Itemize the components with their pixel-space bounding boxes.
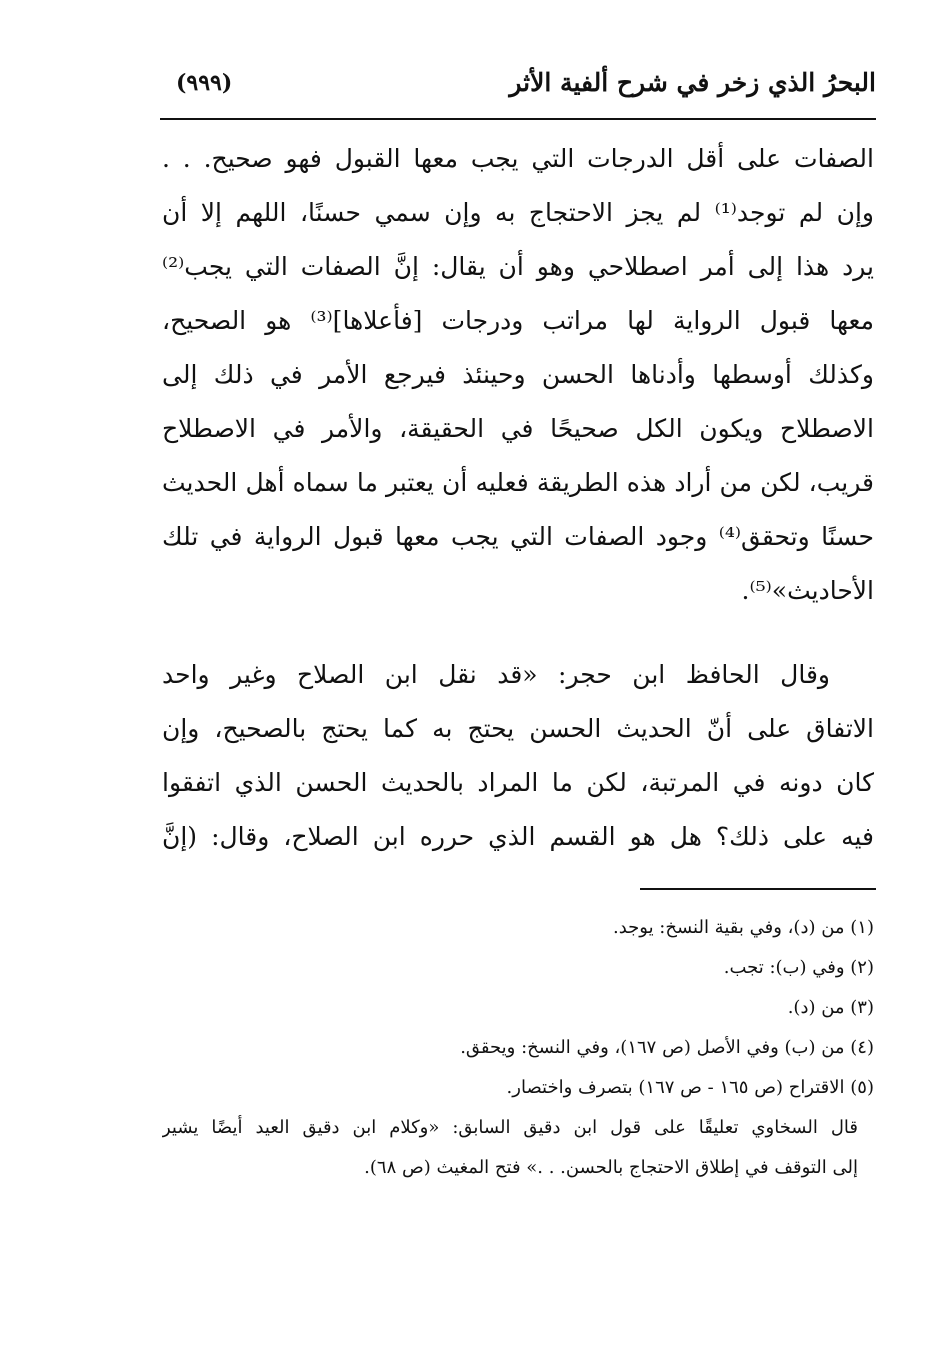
- text-line: فيه على ذلك؟ هل هو القسم الذي حرره ابن الصلاح، وقال: (إنَّ: [162, 822, 874, 851]
- footnote: (٢) وفي (ب): تجب.: [723, 957, 874, 978]
- footnote-separator: [640, 888, 876, 890]
- page-header: [160, 68, 876, 114]
- main-text: [162, 132, 874, 864]
- footnote-note: قال السخاوي تعليقًا على قول ابن دقيق السابق: «وكلام ابن دقيق العيد أيضًا يشير: [162, 1117, 858, 1138]
- text-line: الاصطلاح ويكون الكل صحيحًا في الحقيقة، والأمر في الاصطلاح: [162, 414, 874, 443]
- text-line: كان دونه في المرتبة، لكن ما المراد بالحديث الحسن الذي اتفقوا: [162, 768, 874, 797]
- text-line: وقال الحافظ ابن حجر: «قد نقل ابن الصلاح وغير واحد: [162, 660, 830, 689]
- text-line: وكذلك أوسطها وأدناها الحسن وحينئذ فيرجع الأمر في ذلك إلى: [162, 360, 874, 389]
- page-number: (٩٩٩): [176, 70, 233, 96]
- footnote-note: إلى التوقف في إطلاق الاحتجاج بالحسن. . .» فتح المغيث (ص ٦٨).: [364, 1157, 858, 1178]
- footnotes: [162, 908, 874, 1188]
- text-line: معها قبول الرواية لها مراتب ودرجات [فأعلاها]⁽³⁾ هو الصحيح،: [162, 306, 874, 335]
- paragraph-gap: [162, 618, 874, 648]
- running-title: البحرُ الذي زخر في شرح ألفية الأثر: [509, 68, 876, 97]
- footnote: (٥) الاقتراح (ص ١٦٥ - ص ١٦٧) بتصرف واختصار.: [506, 1077, 874, 1098]
- text-line: قريب، لكن من أراد هذه الطريقة فعليه أن يعتبر ما سماه أهل الحديث: [162, 468, 874, 497]
- text-line: يرد هذا إلى أمر اصطلاحي وهو أن يقال: إنَّ الصفات التي يجب⁽²⁾: [162, 252, 874, 281]
- text-line: وإن لم توجد⁽¹⁾ لم يجز الاحتجاج به وإن سمي حسنًا، اللهم إلا أن: [162, 198, 874, 227]
- text-line: الصفات على أقل الدرجات التي يجب معها القبول فهو صحيح. . .: [162, 144, 874, 173]
- footnote: (٣) من (د).: [787, 997, 874, 1018]
- text-line: الاتفاق على أنّ الحديث الحسن يحتج به كما يحتج بالصحيح، وإن: [162, 714, 874, 743]
- text-line: الأحاديث»⁽⁵⁾.: [741, 576, 874, 605]
- footnote: (١) من (د)، وفي بقية النسخ: يوجد.: [612, 917, 874, 938]
- text-line: حسنًا وتحقق⁽⁴⁾ وجود الصفات التي يجب معها قبول الرواية في تلك: [162, 522, 874, 551]
- footnote: (٤) من (ب) وفي الأصل (ص ١٦٧)، وفي النسخ: ويحقق.: [460, 1037, 874, 1058]
- header-rule: [160, 118, 876, 120]
